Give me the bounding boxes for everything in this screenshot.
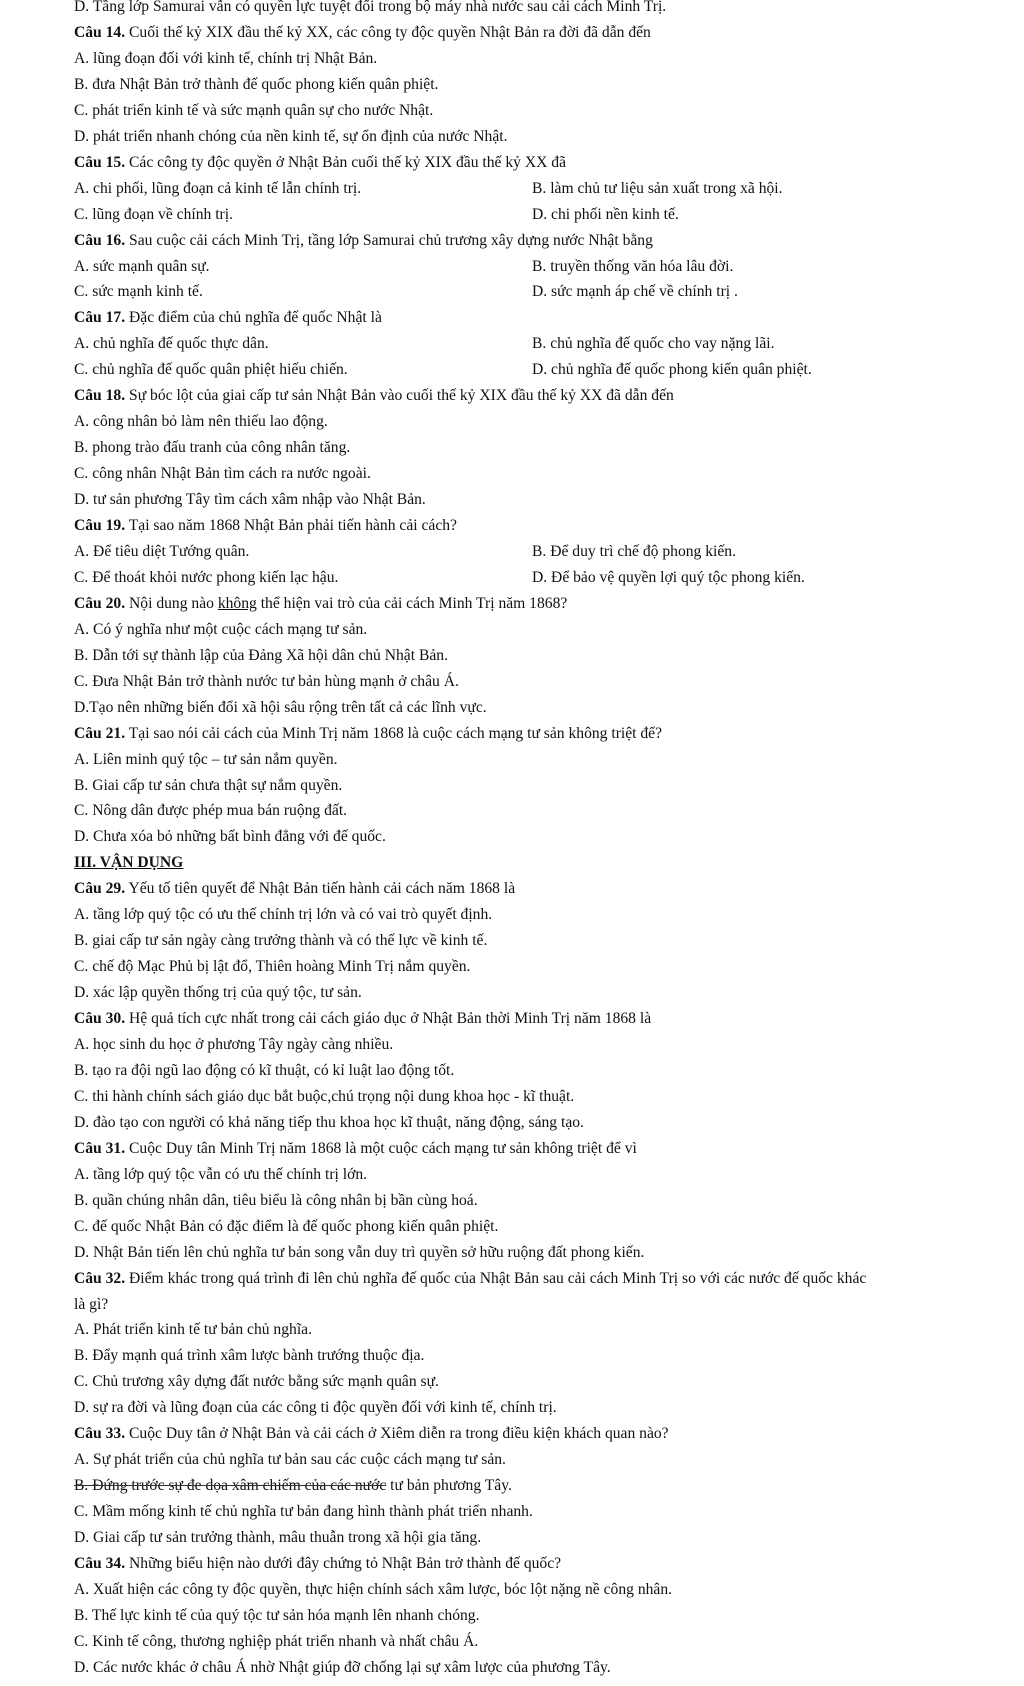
answer-option: A. Xuất hiện các công ty độc quyền, thực hiện chính sách xâm lược, bóc lột nặng nề công nhân.	[74, 1580, 673, 1598]
text-line	[74, 1084, 574, 1110]
answer-option: D. sức mạnh áp chế về chính trị .	[532, 283, 738, 301]
text-line	[74, 1240, 644, 1266]
answer-option: C. phát triển kinh tế và sức mạnh quân sự cho nước Nhật.	[74, 101, 434, 119]
text-line	[74, 72, 438, 98]
question-number: Câu 34.	[74, 1555, 126, 1572]
answer-option: A. chi phối, lũng đoạn cả kinh tế lẫn chính trị.	[74, 179, 362, 197]
text-line	[74, 1292, 108, 1318]
answer-option: D. Các nước khác ở châu Á nhờ Nhật giúp đỡ chống lại sự xâm lược của phương Tây.	[74, 1658, 611, 1676]
answer-option: tư bản phương Tây.	[386, 1477, 512, 1495]
answer-option: C. Nông dân được phép mua bán ruộng đất.	[74, 802, 348, 820]
question-text: Sự bóc lột của giai cấp tư sản Nhật Bản vào cuối thế kỷ XIX đầu thế kỷ XX đã dẫn đến	[125, 387, 674, 405]
question-text: Cuộc Duy tân ở Nhật Bản và cải cách ở Xiêm diễn ra trong điều kiện khách quan nào?	[125, 1425, 669, 1443]
answer-option: D. Tầng lớp Samurai vẫn có quyền lực tuyệt đối trong bộ máy nhà nước sau cải cách Minh Trị.	[74, 0, 667, 15]
answer-option: C. chủ nghĩa đế quốc quân phiệt hiếu chiến.	[74, 361, 348, 379]
answer-text-struck: B. Đứng trước sự đe dọa xâm chiếm của các nước	[74, 1477, 387, 1495]
answer-option: C. Kinh tế công, thương nghiệp phát triển nhanh và nhất châu Á.	[74, 1632, 479, 1650]
text-line	[74, 46, 377, 72]
answer-option: A. chủ nghĩa đế quốc thực dân.	[74, 335, 269, 353]
text-line	[74, 539, 974, 565]
text-line	[74, 461, 371, 487]
question-number: Câu 20.	[74, 594, 126, 612]
section-heading: III. VẬN DỤNG	[74, 854, 184, 872]
text-line	[74, 850, 183, 876]
answer-option: C. lũng đoạn về chính trị.	[74, 205, 233, 223]
answer-option: A. lũng đoạn đối với kinh tế, chính trị Nhật Bản.	[74, 49, 378, 67]
text-line	[74, 305, 382, 331]
text-line	[74, 928, 487, 954]
text-line	[74, 98, 433, 124]
answer-option: D. chi phối nền kinh tế.	[532, 205, 679, 223]
question-number: Câu 33.	[74, 1425, 126, 1443]
text-line	[74, 202, 974, 228]
question-number: Câu 15.	[74, 153, 126, 171]
answer-option: A. Sự phát triển của chủ nghĩa tư bản sau các cuộc cách mạng tư sản.	[74, 1451, 506, 1469]
answer-option: A. công nhân bỏ làm nên thiếu lao động.	[74, 413, 328, 431]
text-line	[74, 1473, 512, 1499]
answer-option: D. xác lập quyền thống trị của quý tộc, tư sản.	[74, 984, 362, 1002]
question-number: Câu 17.	[74, 309, 126, 327]
answer-option: D.Tạo nên những biến đổi xã hội sâu rộng trên tất cả các lĩnh vực.	[74, 698, 487, 716]
question-text: Hệ quả tích cực nhất trong cải cách giáo dục ở Nhật Bản thời Minh Trị năm 1868 là	[125, 1010, 652, 1028]
text-line	[74, 1395, 557, 1421]
text-line	[74, 669, 459, 695]
answer-option: A. Để tiêu diệt Tướng quân.	[74, 542, 250, 560]
answer-option: B. Giai cấp tư sản chưa thật sự nắm quyền.	[74, 776, 343, 794]
answer-option: D. tư sản phương Tây tìm cách xâm nhập vào Nhật Bản.	[74, 491, 426, 509]
text-line	[74, 254, 974, 280]
question-text: Cuối thế kỷ XIX đầu thế kỷ XX, các công ty độc quyền Nhật Bản ra đời đã dẫn đến	[125, 23, 651, 41]
question-text: Cuộc Duy tân Minh Trị năm 1868 là một cuộc cách mạng tư sản không triệt để vì	[125, 1139, 637, 1157]
text-line	[74, 124, 508, 150]
question-text: Nội dung nào	[125, 594, 218, 612]
question-number: Câu 30.	[74, 1010, 126, 1028]
text-line	[74, 409, 328, 435]
text-line	[74, 773, 342, 799]
answer-option: B. đưa Nhật Bản trở thành đế quốc phong kiến quân phiệt.	[74, 75, 439, 93]
question-number: Câu 16.	[74, 231, 126, 249]
text-line	[74, 383, 674, 409]
text-line	[74, 0, 666, 20]
text-line	[74, 902, 492, 928]
answer-option: A. học sinh du học ở phương Tây ngày càng nhiều.	[74, 1036, 394, 1053]
text-line	[74, 1655, 611, 1681]
answer-option: C. đế quốc Nhật Bản có đặc điểm là đế quốc phong kiến quân phiệt.	[74, 1217, 499, 1235]
question-text: Đặc điểm của chủ nghĩa đế quốc Nhật là	[125, 309, 382, 327]
answer-option: A. tầng lớp quý tộc có ưu thế chính trị lớn và có vai trò quyết định.	[74, 906, 493, 924]
text-line	[74, 279, 974, 305]
answer-option: D. phát triển nhanh chóng của nền kinh tế, sự ổn định của nước Nhật.	[74, 127, 508, 145]
answer-option: B. Đẩy mạnh quá trình xâm lược bành trướng thuộc địa.	[74, 1347, 425, 1365]
text-line	[74, 176, 974, 202]
question-text: Yếu tố tiên quyết để Nhật Bản tiến hành cải cách năm 1868 là	[125, 880, 516, 898]
answer-option: B. chủ nghĩa đế quốc cho vay nặng lãi.	[532, 335, 775, 353]
text-line	[74, 954, 470, 980]
answer-option: B. làm chủ tư liệu sản xuất trong xã hội.	[532, 179, 783, 197]
text-line	[74, 1577, 672, 1603]
text-line	[74, 1058, 454, 1084]
answer-option: B. Dẫn tới sự thành lập của Đảng Xã hội dân chủ Nhật Bản.	[74, 646, 448, 664]
text-line	[74, 1006, 651, 1032]
text-line	[74, 331, 974, 357]
answer-option: D. Giai cấp tư sản trưởng thành, mâu thuẫn trong xã hội gia tăng.	[74, 1529, 482, 1547]
text-line	[74, 695, 487, 721]
text-line	[74, 435, 350, 461]
question-text: thể hiện vai trò của cải cách Minh Trị năm 1868?	[256, 594, 568, 612]
answer-option: C. thi hành chính sách giáo dục bắt buộc,chú trọng nội dung khoa học - kĩ thuật.	[74, 1087, 575, 1105]
question-text: Điểm khác trong quá trình đi lên chủ nghĩa đế quốc của Nhật Bản sau cải cách Minh Trị so với các nước đế quốc khác	[125, 1269, 867, 1287]
question-text: Sau cuộc cải cách Minh Trị, tầng lớp Samurai chủ trương xây dựng nước Nhật bằng	[125, 231, 653, 249]
question-number: Câu 18.	[74, 387, 126, 405]
text-line	[74, 1188, 478, 1214]
text-line	[74, 1110, 584, 1136]
answer-option: A. sức mạnh quân sự.	[74, 257, 210, 275]
text-line	[74, 1499, 533, 1525]
text-line	[74, 1525, 481, 1551]
answer-option: C. Để thoát khỏi nước phong kiến lạc hậu.	[74, 568, 339, 586]
answer-option: C. Mầm mống kinh tế chủ nghĩa tư bản đang hình thành phát triển nhanh.	[74, 1503, 533, 1521]
answer-option: D. Nhật Bản tiến lên chủ nghĩa tư bản song vẫn duy trì quyền sở hữu ruộng đất phong kiến.	[74, 1243, 645, 1261]
text-line	[74, 357, 974, 383]
question-number: Câu 19.	[74, 517, 126, 534]
text-line	[74, 824, 386, 850]
question-number: Câu 14.	[74, 23, 126, 41]
answer-option: D. chủ nghĩa đế quốc phong kiến quân phiệt.	[532, 361, 812, 379]
text-line	[74, 1603, 480, 1629]
text-line	[74, 1369, 439, 1395]
answer-option: B. truyền thống văn hóa lâu đời.	[532, 257, 734, 275]
text-line	[74, 1629, 478, 1655]
answer-option: B. Thế lực kinh tế của quý tộc tư sản hóa mạnh lên nhanh chóng.	[74, 1606, 480, 1624]
answer-option: C. chế độ Mạc Phủ bị lật đổ, Thiên hoàng Minh Trị nắm quyền.	[74, 958, 471, 976]
answer-option: D. sự ra đời và lũng đoạn của các công ti độc quyền đối với kinh tế, chính trị.	[74, 1399, 557, 1417]
text-line	[74, 643, 448, 669]
text-line	[74, 980, 362, 1006]
answer-option: là gì?	[74, 1295, 109, 1313]
text-line	[74, 1136, 637, 1162]
answer-option: B. quần chúng nhân dân, tiêu biểu là công nhân bị bần cùng hoá.	[74, 1191, 478, 1209]
text-line	[74, 876, 515, 902]
text-line	[74, 1551, 561, 1577]
answer-option: D. đào tạo con người có khả năng tiếp thu khoa học kĩ thuật, năng động, sáng tạo.	[74, 1113, 584, 1131]
text-line	[74, 487, 426, 513]
answer-option: A. tầng lớp quý tộc vẫn có ưu thế chính trị lớn.	[74, 1165, 368, 1183]
text-line	[74, 1162, 367, 1188]
answer-option: B. tạo ra đội ngũ lao động có kĩ thuật, có kỉ luật lao động tốt.	[74, 1061, 455, 1079]
text-line	[74, 1447, 506, 1473]
text-line	[74, 798, 347, 824]
answer-option: C. công nhân Nhật Bản tìm cách ra nước ngoài.	[74, 465, 371, 483]
answer-option: C. Đưa Nhật Bản trở thành nước tư bản hùng mạnh ở châu Á.	[74, 672, 459, 690]
text-line	[74, 1214, 498, 1240]
text-line	[74, 591, 567, 617]
text-line	[74, 20, 651, 46]
text-line	[74, 721, 662, 747]
answer-option: A. Phát triển kinh tế tư bản chủ nghĩa.	[74, 1321, 312, 1339]
answer-option: C. sức mạnh kinh tế.	[74, 283, 203, 301]
question-text: Tại sao nói cải cách của Minh Trị năm 1868 là cuộc cách mạng tư sản không triệt để?	[125, 724, 663, 742]
answer-option: C. Chủ trương xây dựng đất nước bằng sức mạnh quân sự.	[74, 1373, 439, 1391]
question-text: Tại sao năm 1868 Nhật Bản phải tiến hành cải cách?	[125, 517, 457, 534]
text-line	[74, 513, 457, 539]
answer-option: D. Chưa xóa bỏ những bất bình đẳng với đế quốc.	[74, 828, 386, 846]
answer-option: B. phong trào đấu tranh của công nhân tăng.	[74, 439, 351, 457]
text-line	[74, 1421, 669, 1447]
question-text: Các công ty độc quyền ở Nhật Bản cuối thế kỷ XIX đầu thế kỷ XX đã	[125, 153, 566, 171]
text-line	[74, 565, 974, 591]
question-number: Câu 29.	[74, 880, 126, 898]
answer-option: D. Để bảo vệ quyền lợi quý tộc phong kiến.	[532, 568, 805, 586]
text-line	[74, 1343, 424, 1369]
text-line	[74, 617, 367, 643]
question-number: Câu 32.	[74, 1269, 126, 1287]
emphasis-word: không	[217, 594, 257, 612]
answer-option: B. giai cấp tư sản ngày càng trưởng thành và có thế lực về kinh tế.	[74, 932, 488, 950]
question-number: Câu 31.	[74, 1139, 126, 1157]
answer-option: A. Liên minh quý tộc – tư sản nắm quyền.	[74, 750, 338, 768]
question-number: Câu 21.	[74, 724, 126, 742]
text-line	[74, 1317, 312, 1343]
text-line	[74, 228, 653, 254]
text-line	[74, 1032, 393, 1058]
text-line	[74, 150, 566, 176]
question-text: Những biểu hiện nào dưới đây chứng tỏ Nhật Bản trở thành đế quốc?	[125, 1555, 562, 1572]
text-line	[74, 747, 338, 773]
answer-option: A. Có ý nghĩa như một cuộc cách mạng tư sản.	[74, 620, 368, 638]
text-line	[74, 1266, 866, 1292]
answer-option: B. Để duy trì chế độ phong kiến.	[532, 542, 736, 560]
